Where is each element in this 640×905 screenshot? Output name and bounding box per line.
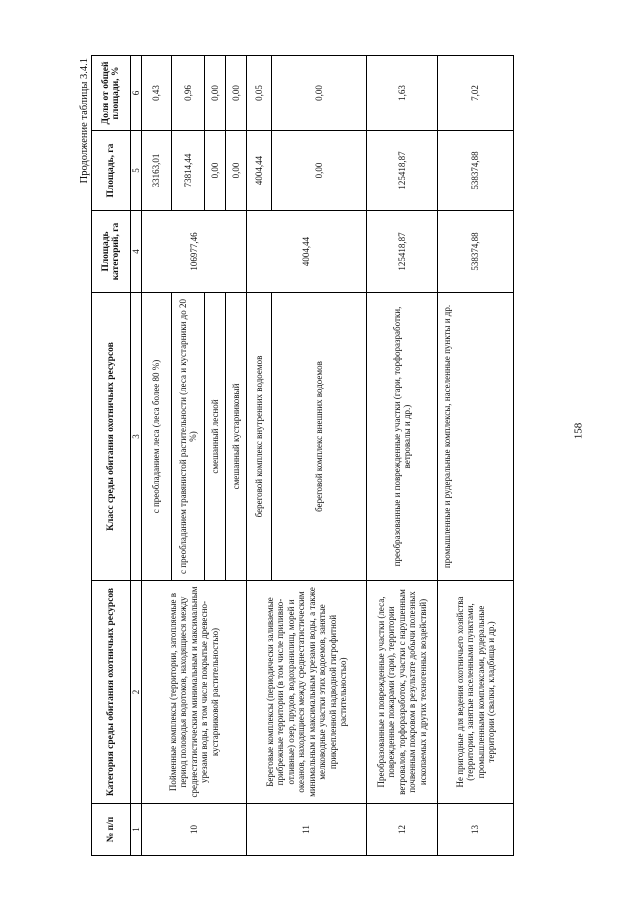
category-cell: Береговые комплексы (периодически заливаемые прибрежные территории (в том числе приливно-отливные) озер, прудов, водохранилищ, морей и океанов, находящиеся между среднестатистическим минимальным и максимальным урезами воды, а также мелководные участки этих водоемов, занятые прикрепленной надводной гигрофитной растительностью) (247, 581, 367, 804)
row-number: 11 (247, 804, 367, 856)
col-number: 2 (131, 581, 142, 804)
class-cell: береговой комплекс внутренних водоемов (247, 293, 272, 581)
share-cell: 0,00 (205, 56, 226, 131)
area-cell: 0,00 (205, 131, 226, 211)
table-row (247, 56, 272, 856)
area-cell: 125418,87 (367, 131, 438, 211)
table-row (142, 56, 172, 856)
area-cell: 4004,44 (247, 131, 272, 211)
class-cell: промышленные и рудеральные комплексы, населенные пункты и др. (438, 293, 514, 581)
header-category-area: Площадь категорий, га (92, 211, 131, 293)
row-number: 13 (438, 804, 514, 856)
header-area: Площадь, га (92, 131, 131, 211)
area-cell: 538374,88 (438, 131, 514, 211)
class-cell: с преобладанием леса (леса более 80 %) (142, 293, 172, 581)
col-number: 1 (131, 804, 142, 856)
category-cell: Пойменные комплексы (территории, затопляемые в период половодья водотоков, находящиеся между среднестатистическим минимальным и максимальным урезами воды, в том числе покрытые древесно-кустарниковой растительностью) (142, 581, 247, 804)
table-row (367, 56, 438, 856)
class-cell: смешанный лесной (205, 293, 226, 581)
col-number: 4 (131, 211, 142, 293)
header-class: Класс среды обитания охотничьих ресурсов (92, 293, 131, 581)
category-cell: Преобразованные и поврежденные участки (леса, поврежденные пожарами (гари), территории ветровалов, торфоразработок, участки с нарушенным почвенным покровом в результате добычи полезных ископаемых и других техногенных воздействий) (367, 581, 438, 804)
row-number: 12 (367, 804, 438, 856)
share-cell: 0,43 (142, 56, 172, 131)
table-row (438, 56, 514, 856)
area-cell: 73814,44 (172, 131, 205, 211)
col-number: 6 (131, 56, 142, 131)
area-cell: 33163,01 (142, 131, 172, 211)
header-no: № п/п (92, 804, 131, 856)
category-area-cell: 538374,88 (438, 211, 514, 293)
category-area-cell: 4004,44 (247, 211, 367, 293)
col-number: 5 (131, 131, 142, 211)
class-cell: смешанный кустарниковый (226, 293, 247, 581)
rotated-table-page (79, 56, 499, 856)
class-cell: береговой комплекс внешних водоемов (272, 293, 367, 581)
table-header-row (92, 56, 131, 856)
habitat-table (91, 55, 514, 856)
category-cell: Не пригодные для ведения охотничьего хозяйства (территории, занятые населенными пунктами, промышленными комплексами, рудеральные территории (свалки, кладбища и др.) (438, 581, 514, 804)
area-cell: 0,00 (272, 131, 367, 211)
category-area-cell: 106977,46 (142, 211, 247, 293)
category-area-cell: 125418,87 (367, 211, 438, 293)
share-cell: 0,00 (272, 56, 367, 131)
share-cell: 0,00 (226, 56, 247, 131)
share-cell: 0,96 (172, 56, 205, 131)
header-category: Категория среды обитания охотничьих ресурсов (92, 581, 131, 804)
area-cell: 0,00 (226, 131, 247, 211)
row-number: 10 (142, 804, 247, 856)
table-caption: Продолжение таблицы 3.4.1 (79, 58, 90, 184)
class-cell: преобразованные и поврежденные участки (гари, торфоразработки, ветровалы и др.) (367, 293, 438, 581)
share-cell: 7,02 (438, 56, 514, 131)
header-share: Доля от общей площади, % (92, 56, 131, 131)
share-cell: 0,05 (247, 56, 272, 131)
page-number: 158 (572, 422, 585, 440)
share-cell: 1,63 (367, 56, 438, 131)
col-number: 3 (131, 293, 142, 581)
column-numbers-row (131, 56, 142, 856)
class-cell: с преобладанием травянистой растительности (леса и кустарники до 20 %) (172, 293, 205, 581)
